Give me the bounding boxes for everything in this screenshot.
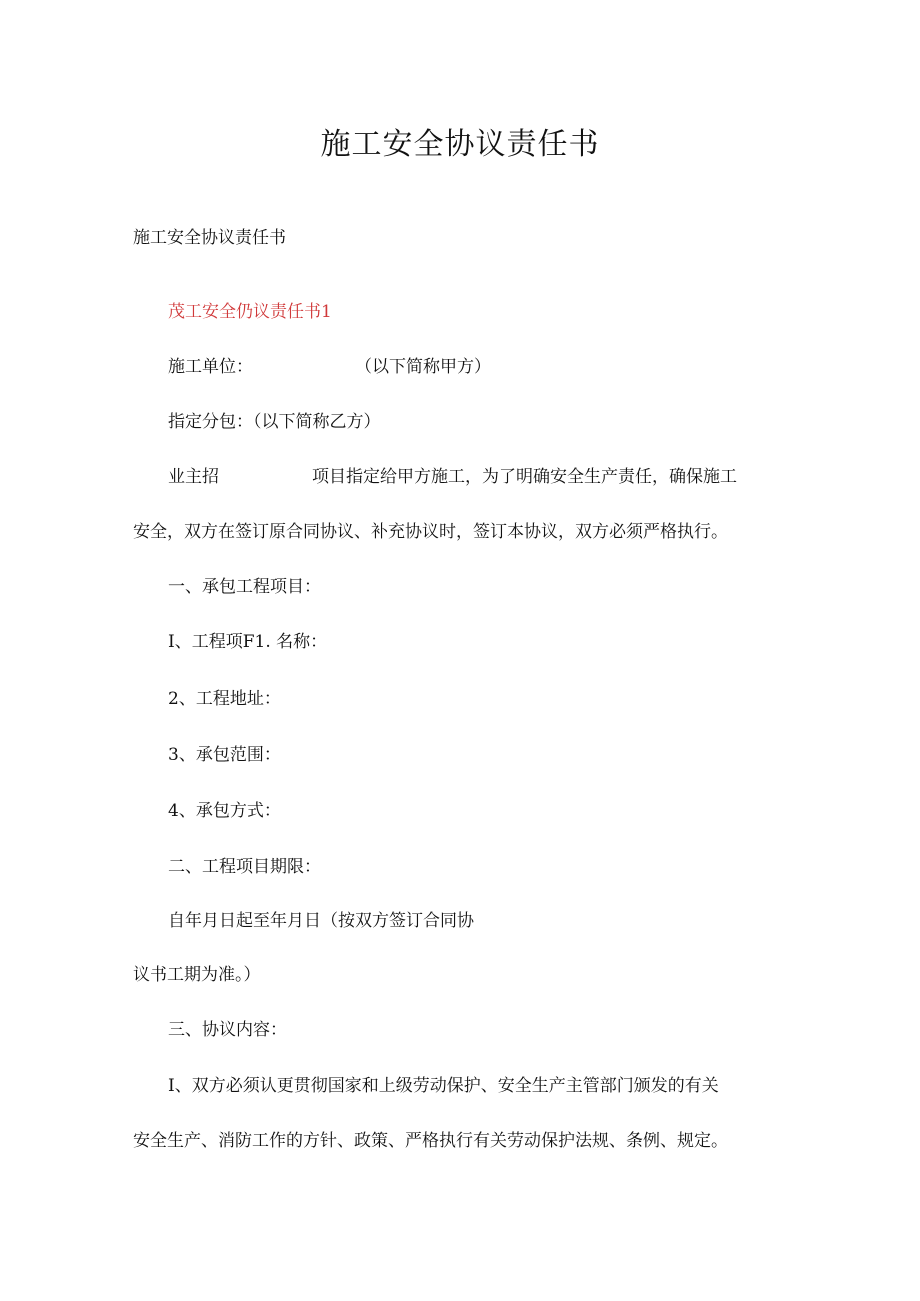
party-b-line: 指定分包：（以下简称乙方） (168, 412, 381, 432)
section-3-heading: 三、协议内容： (168, 1020, 287, 1040)
section-1-item-2: 2、工程地址： (168, 689, 281, 709)
intro-line-2: 安全，双方在签订原合同协议、补充协议时，签订本协议，双方必须严格执行。 (133, 522, 728, 542)
section-2-line-2: 议书工期为准。） (133, 965, 261, 985)
section-1-heading: 一、承包工程项目： (168, 577, 321, 597)
party-a-note: （以下简称甲方） (355, 357, 491, 377)
section-2-heading: 二、工程项目期限： (168, 857, 321, 877)
party-a-label: 施工单位： (168, 357, 253, 377)
intro-continue: 项目指定给甲方施工，为了明确安全生产责任，确保施工 (312, 467, 737, 487)
section-2-line-1: 自年月日起至年月日（按双方签订合同协 (168, 911, 474, 931)
section-1-item-3: 3、承包范围： (168, 745, 281, 765)
section-1-item-1: I、工程项F1. 名称： (168, 632, 328, 652)
red-heading: 茂工安全仍议责任书1 (168, 302, 332, 322)
section-3-item-1-line-1: I、双方必须认更贯彻国家和上级劳动保护、安全生产主管部门颁发的有关 (168, 1076, 719, 1096)
document-subtitle: 施工安全协议责任书 (133, 228, 286, 248)
section-1-item-4: 4、承包方式： (168, 801, 281, 821)
section-3-item-1-line-2: 安全生产、消防工作的方针、政策、严格执行有关劳动保护法规、条例、规定。 (133, 1131, 728, 1151)
intro-start: 业主招 (168, 467, 219, 487)
document-title: 施工安全协议责任书 (320, 127, 600, 162)
